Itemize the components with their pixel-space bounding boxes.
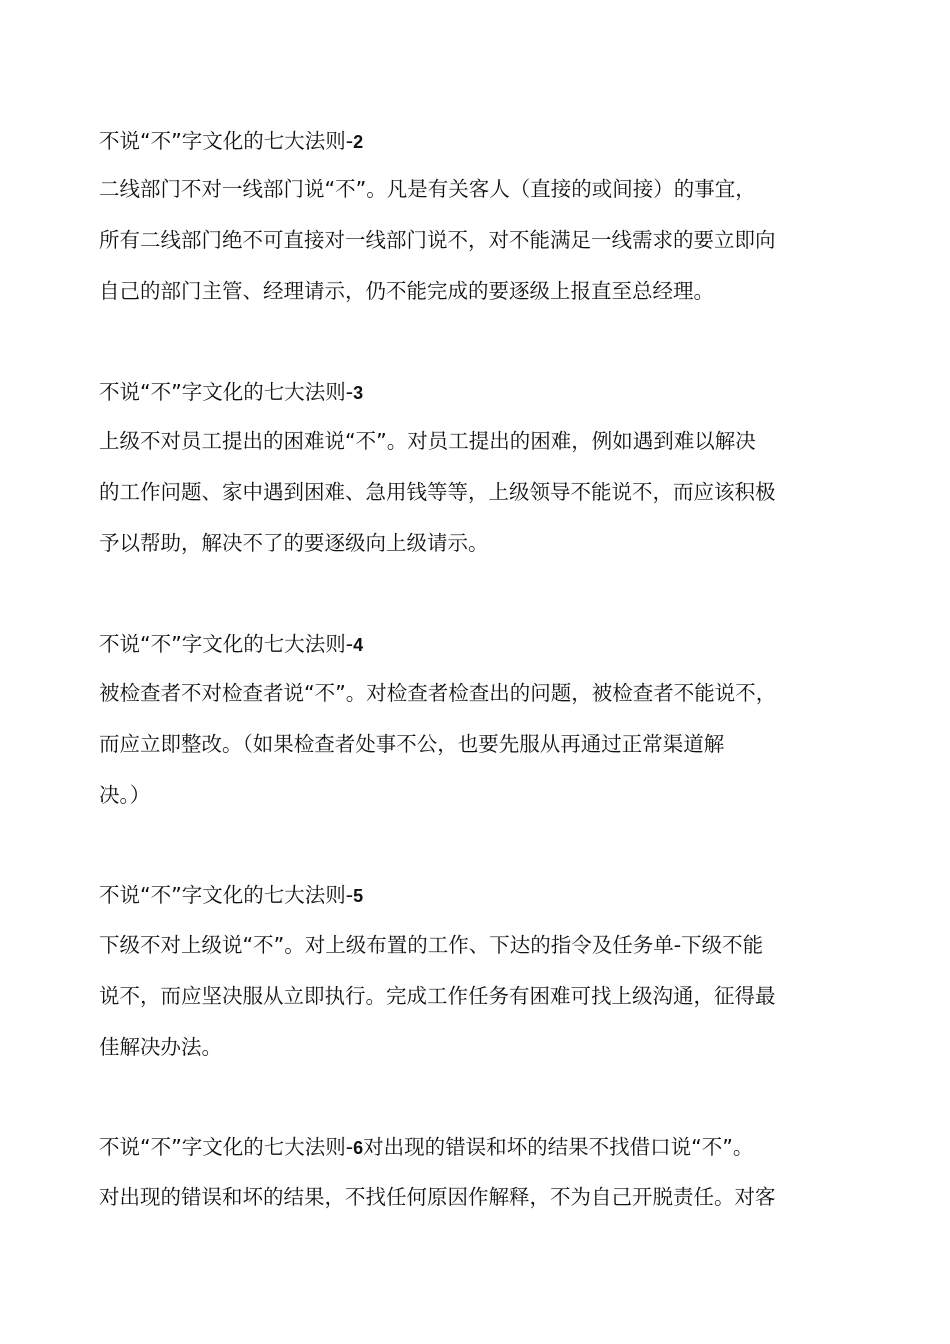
section-heading: 不说“不”字文化的七大法则-4 <box>99 632 364 656</box>
paragraph-line: 上级不对员工提出的困难说“不”。对员工提出的困难，例如遇到难以解决 <box>99 429 756 453</box>
rule-number: 3 <box>353 383 364 403</box>
section-heading: 不说“不”字文化的七大法则-5 <box>99 883 364 907</box>
section-heading: 不说“不”字文化的七大法则-3 <box>99 380 364 404</box>
paragraph-line: 的工作问题、家中遇到困难、急用钱等等，上级领导不能说不，而应该积极 <box>99 480 776 504</box>
paragraph-line: 对出现的错误和坏的结果，不找任何原因作解释，不为自己开脱责任。对客 <box>99 1185 776 1209</box>
paragraph-line: 被检查者不对检查者说“不”。对检查者检查出的问题，被检查者不能说不， <box>99 681 777 705</box>
paragraph-line: 说不，而应坚决服从立即执行。完成工作任务有困难可找上级沟通，征得最 <box>99 984 776 1008</box>
section-heading: 不说“不”字文化的七大法则-2 <box>99 129 364 153</box>
paragraph-line: 所有二线部门绝不可直接对一线部门说不，对不能满足一线需求的要立即向 <box>99 228 776 252</box>
section-heading: 不说“不”字文化的七大法则-6对出现的错误和坏的结果不找借口说“不”。 <box>99 1135 754 1159</box>
rule-number: 2 <box>353 132 364 152</box>
paragraph-line: 决。） <box>99 783 151 807</box>
rule-number: 4 <box>353 635 364 655</box>
paragraph-line: 而应立即整改。（如果检查者处事不公，也要先服从再通过正常渠道解 <box>99 732 725 756</box>
paragraph-line: 下级不对上级说“不”。对上级布置的工作、下达的指令及任务单-下级不能 <box>99 933 764 957</box>
paragraph-line: 二线部门不对一线部门说“不”。凡是有关客人（直接的或间接）的事宜， <box>99 177 756 201</box>
rule-number: 6 <box>353 1138 364 1158</box>
rule-number: 5 <box>353 886 364 906</box>
paragraph-line: 自己的部门主管、经理请示，仍不能完成的要逐级上报直至总经理。 <box>99 279 714 303</box>
paragraph-line: 予以帮助，解决不了的要逐级向上级请示。 <box>99 531 489 555</box>
paragraph-line: 佳解决办法。 <box>99 1035 222 1059</box>
